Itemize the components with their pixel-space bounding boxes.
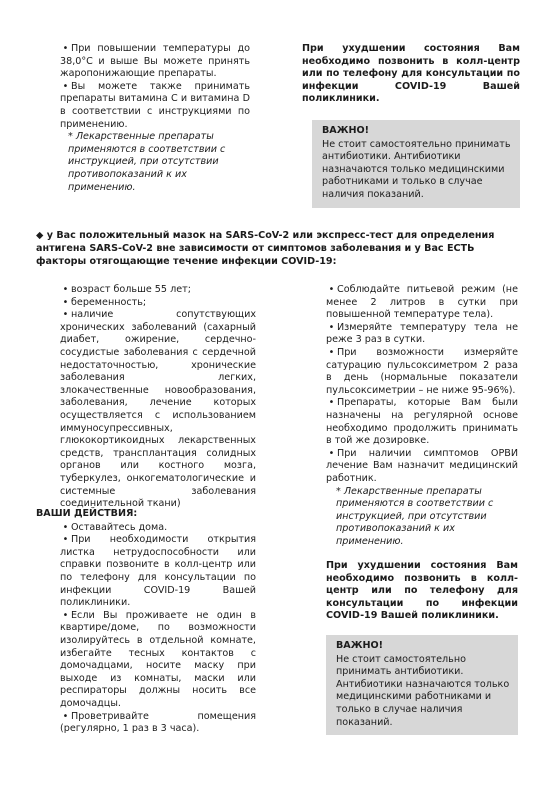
- list-item: • Соблюдайте питьевой режим (не менее 2 литров в сутки при повышенной температуре тела).: [326, 284, 518, 321]
- list-item: • Оставайтесь дома.: [60, 522, 256, 535]
- bullet-icon: •: [62, 43, 69, 54]
- list-item: • При наличии симптомов ОРВИ лечение Вам назначит медицинский работник.: [326, 447, 518, 484]
- list-item: • При возможности измеряйте сатурацию пульсоксиметром 2 раза в день (нормальные показатели пульсоксиметрии – не ниже 95-96%).: [326, 346, 518, 396]
- call-center-notice: При ухудшении состояния Вам необходимо позвонить в колл-центр или по телефону для консультации по инфекции COVID-19 Вашей поликлиники.: [302, 43, 520, 105]
- actions-column: [36, 508, 256, 736]
- list-item: • Если Вы проживаете не один в квартире/доме, по возможности изолируйтесь в отдельной комнате, избегайте тесных контактов с домочадцами, носите маску при выходе из комнаты, маски или респираторы должны носить все домочадцы.: [60, 609, 256, 709]
- bullet-icon: •: [62, 296, 69, 308]
- instructions-column: [326, 284, 518, 548]
- bullet-icon: •: [62, 710, 69, 722]
- list-item: • наличие сопутствующих хронических заболеваний (сахарный диабет, ожирение, сердечно-сосудистые заболевания с сердечной недостаточностью, хронические заболевания легких, злокачественные новообразования, заболевания, лечение которых осуществляется с использованием иммуносупрессивных, глюкокортикоидных лекарственных средств, трансплантация солидных органов или костного мозга, туберкулез, онкогематологические и системные заболевания соединительной ткани): [60, 309, 256, 510]
- bullet-icon: •: [328, 397, 335, 409]
- list-item: • Проветривайте помещения (регулярно, 1 раз в 3 часа).: [60, 710, 256, 735]
- bullet-icon: •: [328, 447, 335, 459]
- warning-box: [326, 635, 518, 735]
- bullet-icon: •: [62, 534, 69, 546]
- list-item: • При необходимости открытия листка нетрудоспособности или справки позвоните в колл-центр или по телефону для консультации по инфекции COVID-19 Вашей поликлиники.: [60, 534, 256, 609]
- warning-title: ВАЖНО!: [322, 124, 370, 136]
- bullet-icon: •: [62, 609, 69, 621]
- warning-box: [312, 120, 520, 208]
- warning-title: ВАЖНО!: [336, 639, 384, 651]
- warning-text: Не стоит самостоятельно принимать антибиотики. Антибиотики назначаются только медицинскими работниками и только в случае наличия показаний.: [336, 653, 510, 728]
- bottom-right-notice: [326, 560, 518, 735]
- top-left-column: [60, 43, 250, 194]
- bullet-icon: •: [328, 346, 335, 358]
- list-item: • Вы можете также принимать препараты витамина С и витамина D в соответствии с инструкциями по применению.: [60, 80, 250, 130]
- list-item: • При повышении температуры до 38,0°С и выше Вы можете принять жаропонижающие препараты.: [60, 43, 250, 80]
- diamond-bullet-icon: ◆: [36, 230, 44, 241]
- medication-note: * Лекарственные препараты применяются в соответствии с инструкцией, при отсутствии противопоказаний к их применению.: [68, 131, 226, 193]
- actions-title: ВАШИ ДЕЙСТВИЯ:: [36, 508, 138, 519]
- top-right-column: [302, 43, 520, 208]
- bullet-icon: •: [62, 284, 69, 295]
- warning-text: Не стоит самостоятельно принимать антибиотики. Антибиотики назначаются только медицинскими работниками и только в случае наличия показаний.: [322, 138, 511, 200]
- bullet-icon: •: [328, 321, 335, 333]
- bullet-icon: •: [328, 284, 335, 295]
- medication-note: * Лекарственные препараты применяются в соответствии с инструкцией, при отсутствии противопоказаний к их применению.: [336, 485, 494, 547]
- list-item: • Препараты, которые Вам были назначены на регулярной основе необходимо продолжить принимать в той же дозировке.: [326, 397, 518, 447]
- risk-factors-column: [60, 284, 256, 511]
- list-item: • возраст больше 55 лет;: [60, 284, 256, 297]
- bullet-icon: •: [62, 521, 69, 533]
- list-item: • беременность;: [60, 297, 256, 310]
- call-center-notice: При ухудшении состояния Вам необходимо позвонить в колл-центр или по телефону для консультации по инфекции COVID-19 Вашей поликлиники.: [326, 560, 518, 622]
- section-heading: ◆ у Вас положительный мазок на SARS-CoV-2 или экспресс-тест для определения антигена SARS-CoV-2 вне зависимости от симптомов заболевания и у Вас ЕСТЬ факторы отягощающие течение инфекции COVID-19:: [36, 230, 495, 267]
- list-item: • Измеряйте температуру тела не реже 3 раз в сутки.: [326, 321, 518, 346]
- bullet-icon: •: [62, 80, 69, 92]
- bullet-icon: •: [62, 309, 69, 321]
